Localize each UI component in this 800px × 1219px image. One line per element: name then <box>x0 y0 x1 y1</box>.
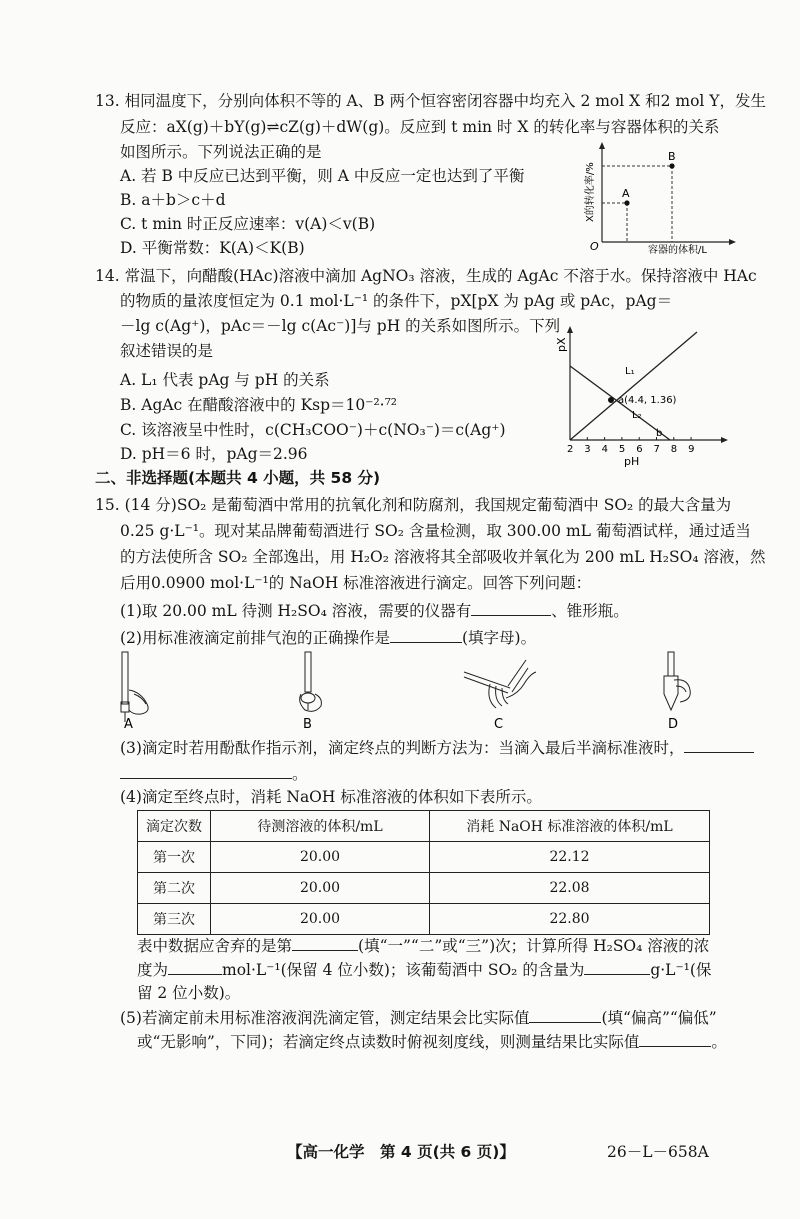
q14-x-tick-label: 6 <box>636 444 643 455</box>
page-footer-center: 【高一化学 第 4 页(共 6 页)】 <box>287 1143 515 1161</box>
column-header-trial: 滴定次数 <box>138 811 211 842</box>
titration-volume-table <box>137 810 710 935</box>
q15-part2-text: (2)用标准液滴定前排气泡的正确操作是 <box>120 629 390 647</box>
q13-point-b <box>669 163 674 168</box>
answer-blank-look-down[interactable] <box>639 1030 711 1047</box>
q15-part1-text: (1)取 20.00 mL 待测 H₂SO₄ 溶液，需要的仪器有 <box>120 602 472 620</box>
q15-part3 <box>120 736 754 759</box>
table-cell-naoh-volume: 22.12 <box>430 842 710 873</box>
q14-x-tick-label: 7 <box>653 444 660 455</box>
q14-option-a: A. L₁ 代表 pAg 与 pH 的关系 <box>120 371 330 389</box>
q13-conversion-graph <box>580 140 740 255</box>
answer-blank-discard-trial[interactable] <box>292 934 358 951</box>
q14-b-label: b <box>656 428 663 439</box>
page-footer-code: 26－L－658A <box>607 1143 709 1161</box>
q14-x-tick-label: 5 <box>618 444 626 455</box>
q14-option-c: C. 该溶液呈中性时，c(CH₃COO⁻)＋c(NO₃⁻)＝c(Ag⁺) <box>120 421 506 439</box>
figure-label-b: B <box>303 717 312 730</box>
table-cell-sample-volume: 20.00 <box>211 873 430 904</box>
answer-blank-no-rinse[interactable] <box>529 1006 601 1023</box>
q14-x-tick-label: 8 <box>670 444 678 455</box>
q15-part2-tail: (填字母)。 <box>461 629 537 647</box>
q14-point-a <box>608 397 614 403</box>
q14-stem-line3: －lg c(Ag⁺)，pAc＝－lg c(Ac⁻)]与 pH 的关系如图所示。下列 <box>120 317 561 335</box>
q14-line-l1 <box>570 332 697 440</box>
answer-blank-endpoint-2[interactable] <box>120 762 292 779</box>
column-header-naoh-volume: 消耗 NaOH 标准溶液的体积/mL <box>430 811 710 842</box>
table-cell-trial: 第二次 <box>138 873 211 904</box>
table-row <box>138 904 710 935</box>
answer-blank-endpoint-1[interactable] <box>684 736 754 753</box>
section-2-heading: 二、非选择题(本题共 4 小题，共 58 分) <box>95 469 381 487</box>
q15-part4-discard-tail: (填“一”“二”或“三”)次；计算所得 H₂SO₄ 溶液的浓 <box>358 937 710 955</box>
table-row <box>138 842 710 873</box>
q14-y-axis-label: pX <box>555 337 568 352</box>
burette-figure-c <box>462 650 542 730</box>
table-cell-naoh-volume: 22.08 <box>430 873 710 904</box>
table-cell-trial: 第一次 <box>138 842 211 873</box>
figure-label-d: D <box>668 717 679 730</box>
q14-x-axis-label: pH <box>624 455 640 468</box>
q13-stem-line1: 13. 相同温度下，分别向体积不等的 A、B 两个恒容密闭容器中均充入 2 mol X 和2 mol Y，发生 <box>95 92 767 110</box>
q14-x-tick-label: 3 <box>584 444 591 455</box>
q14-option-b: B. AgAc 在醋酸溶液中的 Ksp＝10⁻²·⁷² <box>120 396 398 414</box>
q15-part5-tail: 。 <box>711 1033 727 1051</box>
q14-x-tick-label: 4 <box>601 444 608 455</box>
q15-stem-line2: 0.25 g·L⁻¹。现对某品牌葡萄酒进行 SO₂ 含量检测，取 300.00 mL 葡萄酒试样，通过适当 <box>120 522 751 540</box>
q14-stem-line2: 的物质的量浓度恒定为 0.1 mol·L⁻¹ 的条件下，pX[pX 为 pAg 或 pAc，pAg＝ <box>120 292 673 310</box>
q15-part5-continued-text: 或“无影响”，下同)；若滴定终点读数时俯视刻度线，则测量结果比实际值 <box>137 1033 640 1051</box>
q14-stem-line1: 14. 常温下，向醋酸(HAc)溶液中滴加 AgNO₃ 溶液，生成的 AgAc 不溶于水。保持溶液中 HAc <box>95 267 757 285</box>
table-row <box>138 873 710 904</box>
q15-part4-discard <box>137 934 709 957</box>
q14-px-ph-chart <box>552 322 732 470</box>
q13-stem-line3: 如图所示。下列说法正确的是 <box>120 143 322 161</box>
table-cell-sample-volume: 20.00 <box>211 904 430 935</box>
table-cell-sample-volume: 20.00 <box>211 842 430 873</box>
q15-part4-so2-text: mol·L⁻¹(保留 4 位小数)；该葡萄酒中 SO₂ 的含量为 <box>222 961 585 979</box>
q15-part2 <box>120 626 536 649</box>
q15-part5-continued <box>137 1030 727 1053</box>
q14-x-tick-label: 2 <box>567 444 574 455</box>
q15-part5-text: (5)若滴定前未用标准溶液润洗滴定管，测定结果会比实际值 <box>120 1009 530 1027</box>
q13-y-axis-label: X的转化率/% <box>585 162 596 222</box>
q15-part3-text: (3)滴定时若用酚酞作指示剂，滴定终点的判断方法为：当滴入最后半滴标准液时， <box>120 739 685 757</box>
q13-point-a <box>624 200 629 205</box>
q15-part4-discard-text: 表中数据应舍弃的是第 <box>137 937 293 955</box>
table-header-row <box>138 811 710 842</box>
q15-part5 <box>120 1006 717 1029</box>
q14-point-a-label: a(4.4, 1.36) <box>618 395 677 406</box>
q13-stem-line2: 反应：aX(g)＋bY(g)⇌cZ(g)＋dW(g)。反应到 t min 时 X 的转化率与容器体积的关系 <box>120 118 720 136</box>
q13-option-c: C. t min 时正反应速率：v(A)＜v(B) <box>120 215 376 233</box>
figure-label-a: A <box>124 717 133 730</box>
q13-option-a: A. 若 B 中反应已达到平衡，则 A 中反应一定也达到了平衡 <box>120 167 525 185</box>
q14-stem-line4: 叙述错误的是 <box>120 342 214 360</box>
q15-part5-hint: (填“偏高”“偏低” <box>601 1009 717 1027</box>
column-header-sample-volume: 待测溶液的体积/mL <box>211 811 430 842</box>
answer-blank-bubble-operation[interactable] <box>390 626 462 643</box>
answer-blank-concentration[interactable] <box>168 958 222 975</box>
q15-stem-line1: 15. (14 分)SO₂ 是葡萄酒中常用的抗氧化剂和防腐剂，我国规定葡萄酒中 SO₂ 的最大含量为 <box>95 496 732 514</box>
answer-blank-instruments[interactable] <box>471 599 551 616</box>
q14-l1-label: L₁ <box>625 366 635 377</box>
q13-origin-label: O <box>590 240 599 253</box>
q15-part3-tail: 。 <box>292 765 308 783</box>
q14-x-tick-label: 9 <box>688 444 695 455</box>
q15-part1 <box>120 599 629 622</box>
q15-part4-precision: 留 2 位小数)。 <box>137 984 241 1002</box>
q15-part4-concentration-text: 度为 <box>137 961 169 979</box>
burette-figure-b <box>285 650 345 730</box>
table-cell-trial: 第三次 <box>138 904 211 935</box>
q15-part4-so2-tail: g·L⁻¹(保 <box>650 961 712 979</box>
q15-part4-concentration <box>137 958 711 981</box>
q15-stem-line3: 的方法使所含 SO₂ 全部逸出，用 H₂O₂ 溶液将其全部吸收并氧化为 200 mL H₂SO₄ 溶液，然 <box>120 548 766 566</box>
q15-part3-continued <box>120 762 308 785</box>
q15-part4-intro: (4)滴定至终点时，消耗 NaOH 标准溶液的体积如下表所示。 <box>120 788 542 806</box>
q14-option-d: D. pH＝6 时，pAg＝2.96 <box>120 445 308 463</box>
q13-x-axis-label: 容器的体积/L <box>648 245 707 255</box>
burette-figure-a <box>110 650 170 730</box>
q14-l2-label: L₂ <box>632 410 642 421</box>
figure-label-c: C <box>494 717 504 730</box>
q13-option-b: B. a＋b＞c＋d <box>120 191 226 209</box>
burette-figure-d <box>650 650 710 730</box>
table-cell-naoh-volume: 22.80 <box>430 904 710 935</box>
q13-point-a-label: A <box>622 187 630 200</box>
q13-point-b-label: B <box>668 150 676 163</box>
q13-option-d: D. 平衡常数：K(A)＜K(B) <box>120 239 305 257</box>
answer-blank-so2-content[interactable] <box>584 958 650 975</box>
q15-part1-tail: 、锥形瓶。 <box>551 602 629 620</box>
q15-stem-line4: 后用0.0900 mol·L⁻¹的 NaOH 标准溶液进行滴定。回答下列问题： <box>120 574 592 592</box>
